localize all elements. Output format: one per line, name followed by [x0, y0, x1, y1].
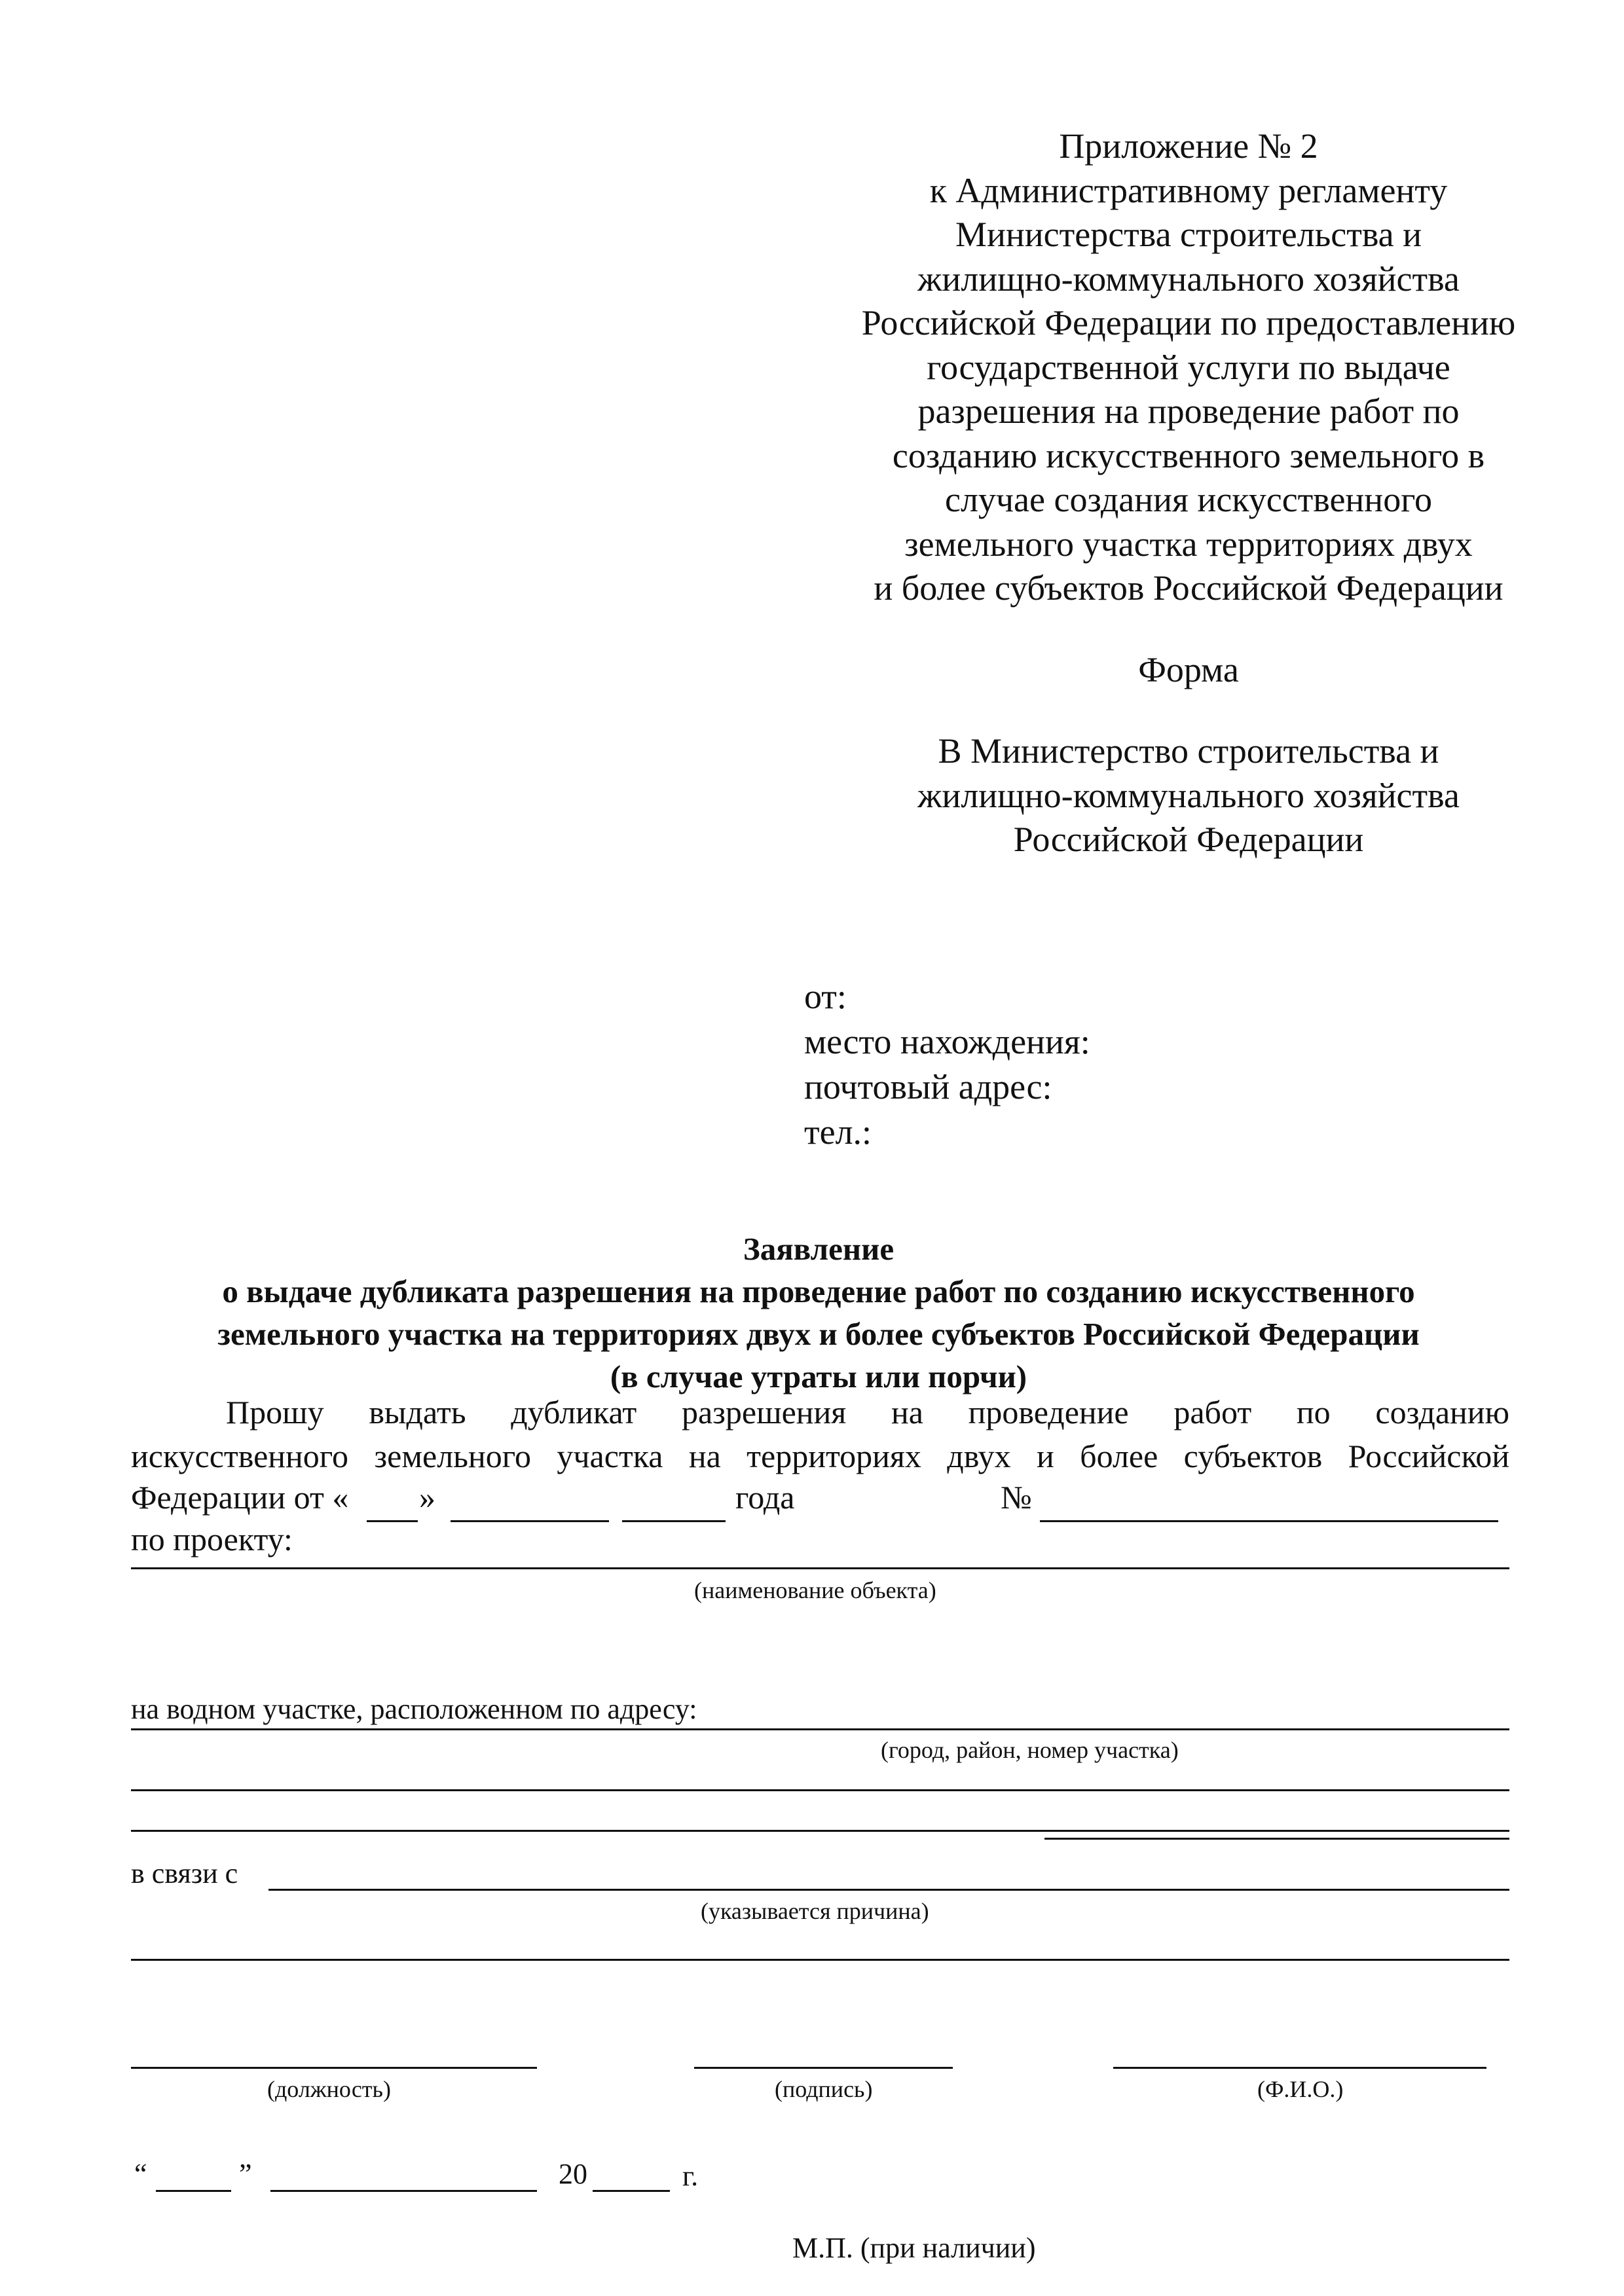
date-day-blank[interactable] — [156, 2190, 231, 2192]
address-line-3[interactable] — [131, 1830, 1509, 1832]
header-line: жилищно-коммунального хозяйства — [917, 259, 1460, 299]
title-line: о выдаче дубликата разрешения на проведение работ по созданию искусственного — [222, 1273, 1415, 1309]
header-line: государственной услуги по выдаче — [927, 347, 1450, 387]
number-sign: № — [1001, 1479, 1032, 1516]
date-year-suffix: г. — [682, 2160, 699, 2192]
address-line-2[interactable] — [131, 1789, 1509, 1791]
header-line: разрешения на проведение работ по — [917, 392, 1460, 431]
title-line: (в случае утраты или порчи) — [610, 1358, 1027, 1394]
form-label: Форма — [1138, 649, 1239, 689]
day-blank[interactable] — [367, 1520, 418, 1522]
permit-date-label: Федерации от « — [131, 1479, 349, 1516]
from-label: от: — [804, 977, 847, 1016]
phone-label: тел.: — [804, 1112, 872, 1152]
word: разрешения — [681, 1394, 847, 1430]
addressee-line: жилищно-коммунального хозяйства — [917, 775, 1460, 815]
word: по — [1296, 1394, 1331, 1430]
date-month-blank[interactable] — [270, 2190, 537, 2192]
position-line[interactable] — [131, 2067, 537, 2069]
date-year-blank[interactable] — [593, 2190, 670, 2192]
project-name-line[interactable] — [131, 1567, 1509, 1569]
header-line: Приложение № 2 — [1059, 126, 1318, 166]
word: дубликат — [511, 1394, 637, 1430]
word: на — [891, 1394, 923, 1430]
title-line: земельного участка на территориях двух и более субъектов Российской Федерации — [217, 1316, 1420, 1352]
addressee-line: В Министерство строительства и — [938, 731, 1439, 771]
full-name-hint: (Ф.И.О.) — [1257, 2076, 1344, 2102]
reason-line[interactable] — [268, 1889, 1509, 1891]
date-year-prefix: 20 — [559, 2158, 587, 2190]
full-name-line[interactable] — [1113, 2067, 1486, 2069]
word: Прошу — [226, 1394, 324, 1430]
stamp-note: М.П. (при наличии) — [792, 2232, 1036, 2264]
reason-hint: (указывается причина) — [701, 1898, 929, 1924]
year-word: года — [735, 1479, 795, 1516]
year-blank[interactable] — [622, 1520, 726, 1522]
address-line-3-short — [1044, 1838, 1509, 1840]
word: работ — [1173, 1394, 1252, 1430]
request-line-2: искусственного земельного участка на территориях двух и более субъектов Российской — [131, 1438, 1509, 1474]
word: созданию — [1375, 1394, 1509, 1430]
postal-address-label: почтовый адрес: — [804, 1067, 1052, 1106]
reason-line-2[interactable] — [131, 1959, 1509, 1961]
signature-hint: (подпись) — [775, 2076, 873, 2102]
project-label: по проекту: — [131, 1521, 293, 1558]
application-title — [124, 1228, 1513, 1398]
water-area-label: на водном участке, расположенном по адресу: — [131, 1693, 697, 1725]
header-line: земельного участка территориях двух — [904, 524, 1473, 564]
address-hint: (город, район, номер участка) — [881, 1737, 1179, 1763]
month-blank[interactable] — [451, 1520, 609, 1522]
position-hint: (должность) — [267, 2076, 391, 2102]
applicant-block — [804, 974, 1090, 1155]
word: выдать — [369, 1394, 466, 1430]
signature-line[interactable] — [694, 2067, 953, 2069]
header-line: Министерства строительства и — [955, 215, 1422, 254]
appendix-header — [773, 124, 1604, 862]
header-line: к Административному регламенту — [929, 170, 1448, 210]
word: проведение — [968, 1394, 1129, 1430]
addressee-line: Российской Федерации — [1013, 820, 1364, 859]
location-label: место нахождения: — [804, 1022, 1090, 1061]
title-heading: Заявление — [743, 1231, 895, 1267]
close-quote: » — [419, 1479, 435, 1516]
reason-label: в связи с — [131, 1857, 238, 1889]
header-line: созданию искусственного земельного в — [892, 435, 1485, 475]
permit-number-blank[interactable] — [1040, 1520, 1498, 1522]
header-line: и более субъектов Российской Федерации — [874, 568, 1504, 608]
date-close-quote: ” — [239, 2158, 252, 2190]
header-line: Российской Федерации по предоставлению — [861, 303, 1516, 342]
request-line-1 — [226, 1393, 1509, 1431]
object-name-hint: (наименование объекта) — [694, 1577, 936, 1603]
header-line: случае создания искусственного — [944, 480, 1433, 519]
date-open-quote: “ — [134, 2158, 147, 2190]
water-address-line[interactable] — [131, 1728, 1509, 1730]
